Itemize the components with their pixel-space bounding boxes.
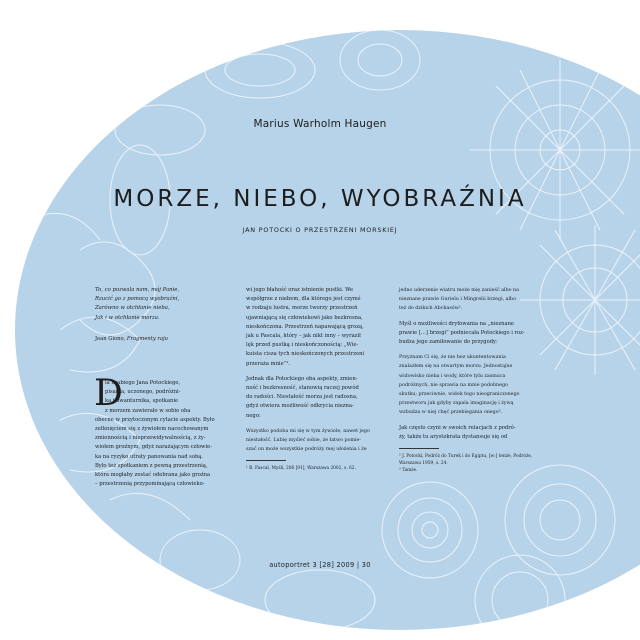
text-line: – przestrzenią przypominającą człowieko- bbox=[95, 481, 205, 488]
footnote-rule bbox=[399, 448, 439, 449]
epigraph bbox=[95, 286, 225, 323]
epigraph-line: Zarówno w otchłanie nieba, bbox=[95, 305, 170, 312]
paragraph bbox=[246, 286, 383, 369]
text-line: ka i awanturnika, spotkanie bbox=[105, 398, 179, 405]
text-line: ność i bezkresność, stanowią raczej powód bbox=[246, 385, 359, 392]
text-line: pisarza, uczonego, podróżni- bbox=[105, 389, 181, 396]
epigraph-signature bbox=[95, 336, 225, 342]
text-line: zmiennością i nieprzewidywalnością, z ży- bbox=[95, 435, 206, 442]
column-1 bbox=[95, 379, 229, 489]
quote-line: szać on może wszystkie podróży mej ułożenia i że bbox=[246, 447, 367, 453]
quote-line: skutku; przeciwnie, widok tego nieograniczonego bbox=[399, 392, 520, 398]
column-2 bbox=[246, 286, 383, 472]
article-subtitle: JAN POTOCKI O PRZESTRZENI MORSKIEJ bbox=[242, 226, 398, 234]
text-line: budza jego zamiłowanie do przygody: bbox=[399, 339, 498, 346]
text-line: gdyż otwiera możliwość odkrycia niezna- bbox=[246, 403, 354, 410]
text-line: Jednak dla Potockiego oba aspekty, zmien- bbox=[246, 375, 358, 382]
footnote: ³ Tamże. bbox=[399, 468, 418, 474]
block-quote bbox=[399, 353, 536, 417]
column-3 bbox=[399, 286, 536, 474]
text-line: lęk przed pustką i nieskończonością: „Wie- bbox=[246, 342, 359, 349]
paragraph bbox=[399, 320, 536, 348]
text-line: w rodzaju lustra, morze tworzy przestrzeń bbox=[246, 305, 358, 312]
page-footer: autoportret 3 [28] 2009 | 30 bbox=[269, 561, 371, 569]
text-line: jak u Pascala, który – jak nikt inny – wyraził bbox=[246, 333, 361, 340]
text-line: zetknięciem się z żywiołem nacechowanym bbox=[95, 426, 209, 433]
text-line: wi jego błahość oraz istnienie pustki. We bbox=[246, 287, 354, 293]
quote-line: wzbudza w niej chęć przebiegania onego³. bbox=[399, 410, 503, 416]
text-line: obecne w przytoczonym cytacie aspekty. Było bbox=[95, 416, 215, 423]
epigraph-line: To, co pozwala nam, mój Panie, bbox=[95, 287, 180, 293]
epigraph-author: Jean Giono, bbox=[95, 336, 127, 342]
quote-line: też do dzikich Abchasów². bbox=[399, 306, 463, 312]
text-line: która mogłaby zostać odebrana jako groźna bbox=[95, 472, 211, 479]
text-line: ujawniającą się człowiekowi jako bezkresna, bbox=[246, 314, 363, 321]
quote-line: podróżnych, nie sprawia na mnie podobnego bbox=[399, 382, 508, 388]
text-line: do radości. Niestałość morza jest radosna, bbox=[246, 394, 358, 401]
text-line: nego: bbox=[246, 412, 261, 419]
epigraph-line: Rzucić go z pomocą wyobraźni, bbox=[95, 296, 180, 303]
quote-line: Wszystko podoba mi się w tym żywiole, nawet jego bbox=[246, 428, 370, 434]
text-line: ży, także tu arystokrata dystansuje się od bbox=[399, 433, 508, 440]
footnote: ² J. Potocki, Podróż do Turek i do Egiptu, [w:] tenże, Podróże, bbox=[399, 454, 533, 460]
footnote-rule bbox=[246, 460, 286, 461]
epigraph-line: Jak i w otchłanie morza. bbox=[95, 314, 160, 321]
quote-line: przestworu jak gdyby zapala imaginację i żywą bbox=[399, 401, 514, 407]
footnote: Warszawa 1959, s. 24. bbox=[399, 461, 448, 467]
text-line: ka na ryzyko utraty panowania nad sobą. bbox=[95, 453, 204, 460]
text-line: Było też spotkaniem z pewną przestrzenią, bbox=[95, 462, 208, 469]
author-name: Marius Warholm Haugen bbox=[253, 118, 387, 130]
epigraph-work: Fragmenty raju bbox=[126, 336, 168, 342]
article-title: MORZE, NIEBO, WYOBRAŹNIA bbox=[113, 186, 527, 212]
quote-line: niestałość. Lubię myśleć sobie, że łatwo pomie- bbox=[246, 438, 361, 444]
quote-line: nieznane prawie Gurielu i Mingrelii brzegi, albo bbox=[399, 297, 517, 303]
drop-cap: D bbox=[94, 373, 123, 414]
quote-line: znalazłem się na otwartym morzu. Jednostajne bbox=[399, 364, 513, 370]
text-line: Myśl o możliwości dryfowania na „nieznane bbox=[399, 320, 514, 327]
quote-line: jedno uderzenie wiatru może mię zanieść albo na bbox=[399, 288, 520, 293]
block-quote bbox=[246, 427, 383, 455]
text-line: z morzem zawierało w sobie oba bbox=[105, 407, 191, 414]
text-line: Jak często czyni w swoich relacjach z podró- bbox=[399, 424, 516, 431]
text-line: przeraża mnie”¹. bbox=[246, 360, 291, 367]
paragraph bbox=[399, 424, 536, 442]
text-line: kuista cisza tych nieskończonych przestrzeni bbox=[246, 351, 365, 358]
quote-line: Przyznam Ci się, że nie bez ukontentowania bbox=[399, 355, 506, 361]
block-quote bbox=[399, 286, 536, 314]
text-line: prawie […] brzegi” podniecała Potockiego i roz- bbox=[399, 329, 525, 336]
text-line: nieskończona. Przestrzeń napawającą grozą, bbox=[246, 323, 364, 330]
paragraph bbox=[246, 375, 383, 421]
text-line: współgrze z niebem, dla którego jest czymś bbox=[246, 296, 361, 303]
text-line: la hrabiego Jana Potockiego, bbox=[105, 380, 181, 386]
footnote: ¹ B. Pascal, Myśli, 206 [91], Warszawa 2002, s. 62. bbox=[246, 466, 356, 472]
quote-line: widowisko nieba i wody, które tylu zasmuca bbox=[399, 373, 506, 379]
text-line: wiołem groźnym, gdyż narażającym człowie- bbox=[95, 444, 212, 451]
